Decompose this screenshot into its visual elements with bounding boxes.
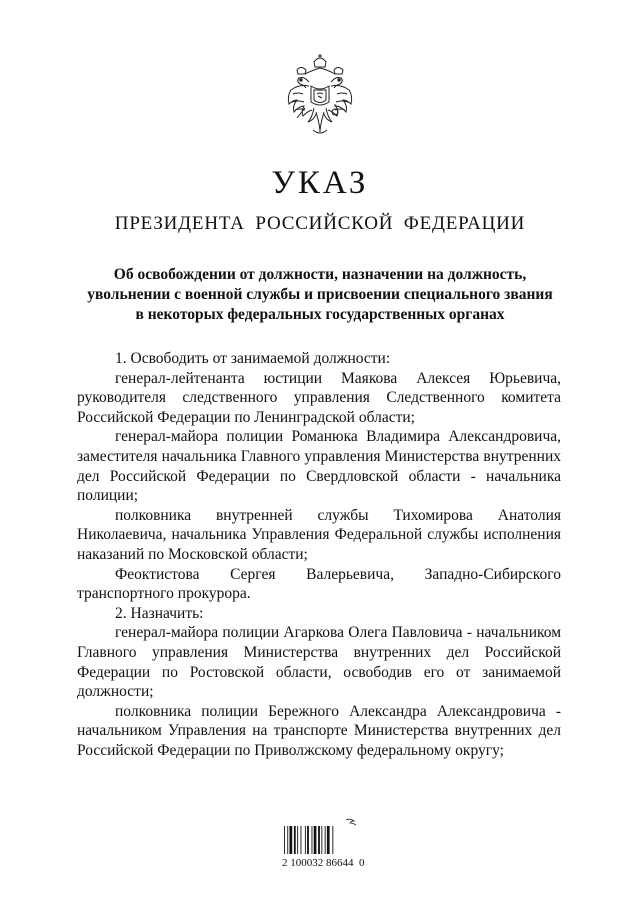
barcode-bar [301,826,302,854]
barcode-bar [312,826,313,854]
decree-paragraph: полковника внутренней службы Тихомирова Анатолия Николаевича, начальника Управления Федеральной службы исполнения наказаний по Московской области; [77,506,561,563]
barcode-bar [332,826,333,854]
decree-heading [60,265,580,325]
decree-paragraph: генерал-майора полиции Агаркова Олега Павловича - начальником Главного управления Министерства внутренних дел Российской Федерации по Ростовской области, освободив его от занимаемой должности; [77,624,561,701]
barcode-bar [284,826,285,854]
barcode-bar [325,826,326,854]
barcode-bar [327,826,330,854]
barcode-bar [314,826,317,854]
barcode-bar [321,826,322,854]
document-title: УКАЗ [271,165,369,201]
heading-line: увольнении с военной службы и присвоении специального звания [87,286,553,303]
decree-paragraph: полковника полиции Бережного Александра Александровича - начальником Управления на транспорте Министерства внутренних дел Российской Федерации по Приволжскому федеральному округу; [77,702,561,759]
decree-body [77,349,561,760]
heading-line: Об освобождении от должности, назначении на должность, [113,266,527,283]
barcode-bar [297,826,298,854]
coat-of-arms-icon [283,52,357,144]
barcode-bar [318,826,320,854]
decree-paragraph: генерал-майора полиции Романюка Владимира Александровича, заместителя начальника Главного управления Министерства внутренних дел Российской Федерации по Свердловской области - начальника полиции; [77,428,561,505]
decree-paragraph: Феоктистова Сергея Валерьевича, Западно-Сибирского транспортного прокурора. [77,565,561,603]
barcode-icon [282,818,362,856]
barcode-bar [287,826,288,854]
decree-paragraph: 2. Назначить: [115,604,204,622]
barcode-bar [307,826,309,854]
decree-paragraph: генерал-лейтенанта юстиции Маякова Алексея Юрьевича, руководителя следственного управления Следственного комитета Российской Федерации по Ленинградской области; [77,369,561,426]
barcode-number: 2 100032 86644 0 [282,857,365,869]
decree-paragraph: 1. Освободить от занимаемой должности: [115,350,391,367]
document-subtitle: ПРЕЗИДЕНТА РОССИЙСКОЙ ФЕДЕРАЦИИ [114,213,526,234]
heading-line: в некоторых федеральных государственных органах [135,306,505,323]
barcode-bar [305,826,306,854]
barcode-bar [290,826,293,854]
barcode-bar [294,826,296,854]
